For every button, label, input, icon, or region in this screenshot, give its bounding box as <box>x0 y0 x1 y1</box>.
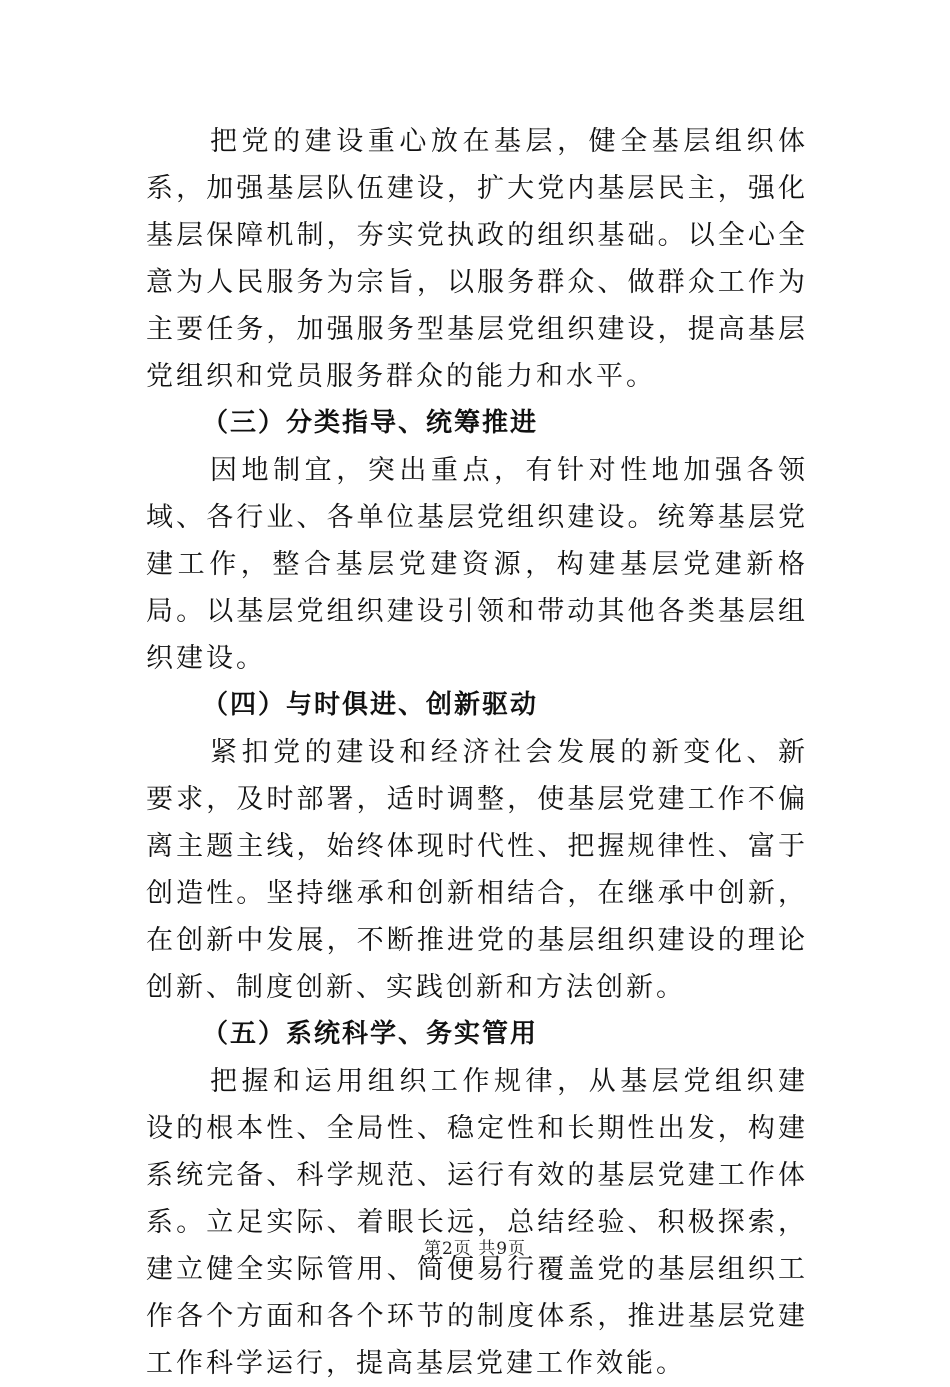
paragraph-1: 把党的建设重心放在基层，健全基层组织体系，加强基层队伍建设，扩大党内基层民主，强化基层保障机制，夯实党执政的组织基础。以全心全意为人民服务为宗旨，以服务群众、做群众工作为主要任务，加强服务型基层党组织建设，提高基层党组织和党员服务群众的能力和水平。 <box>146 126 808 392</box>
page-number-footer: 第2页 共9页 <box>423 1239 527 1259</box>
paragraph-3: 紧扣党的建设和经济社会发展的新变化、新要求，及时部署，适时调整，使基层党建工作不偏离主题主线，始终体现时代性、把握规律性、富于创造性。坚持继承和创新相结合，在继承中创新，在创新中发展，不断推进党的基层组织建设的理论创新、制度创新、实践创新和方法创新。 <box>146 737 808 1003</box>
section-heading-5: （五）系统科学、务实管用 <box>202 1019 539 1049</box>
paragraph-2: 因地制宜，突出重点，有针对性地加强各领域、各行业、各单位基层党组织建设。统筹基层党建工作，整合基层党建资源，构建基层党建新格局。以基层党组织建设引领和带动其他各类基层组织建设。 <box>146 455 808 674</box>
document-body <box>146 118 808 1387</box>
section-heading-4: （四）与时俱进、创新驱动 <box>202 690 539 720</box>
paragraph-4: 把握和运用组织工作规律，从基层党组织建设的根本性、全局性、稳定性和长期性出发，构建系统完备、科学规范、运行有效的基层党建工作体系。立足实际、着眼长远，总结经验、积极探索，建立健全实际管用、简便易行覆盖党的基层组织工作各个方面和各个环节的制度体系，推进基层党建工作科学运行，提高基层党建工作效能。 <box>146 1066 808 1379</box>
section-heading-3: （三）分类指导、统筹推进 <box>202 408 539 438</box>
